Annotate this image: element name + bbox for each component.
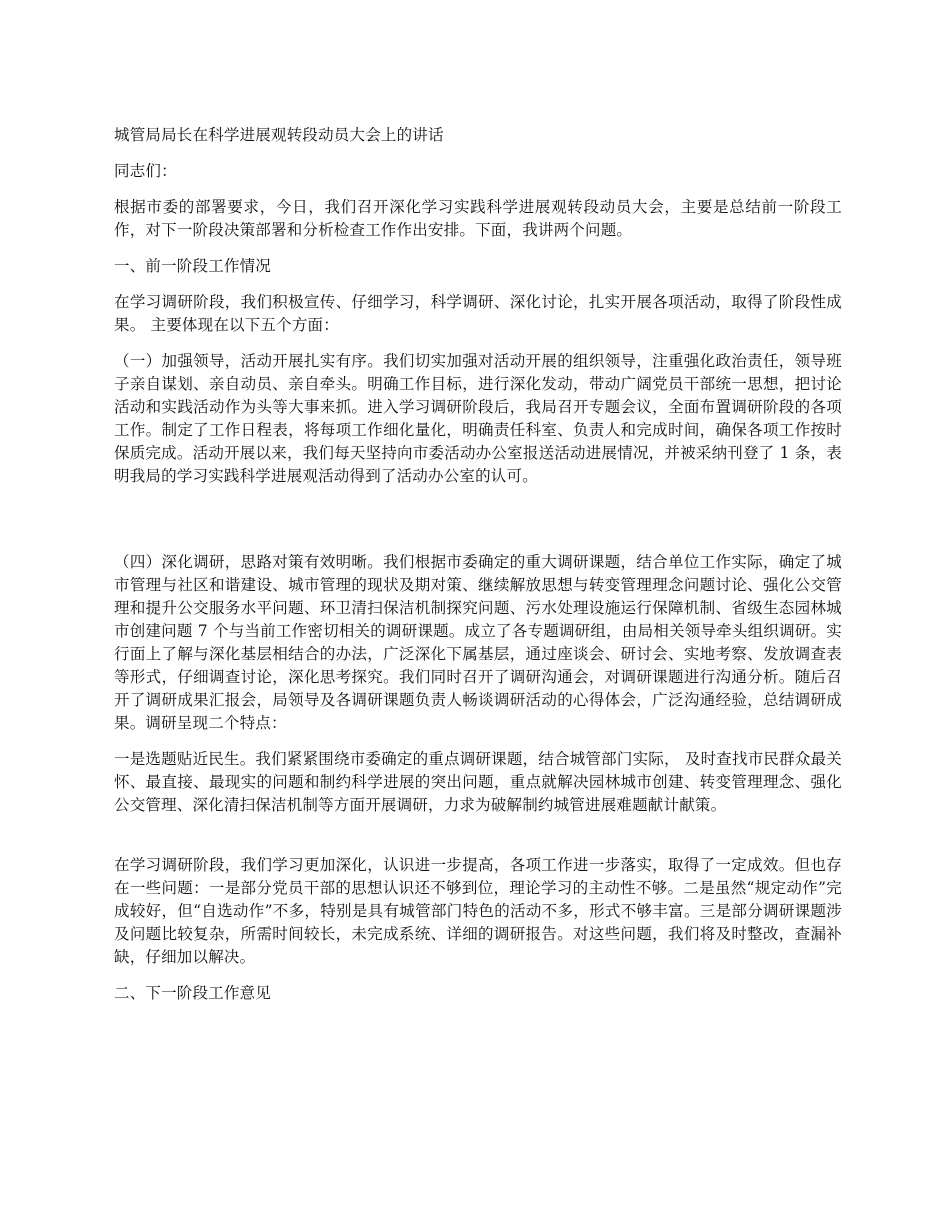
salutation: 同志们： — [114, 162, 177, 180]
point-1-paragraph: 一是选题贴近民生。我们紧紧围绕市委确定的重点调研课题，结合城管部门实际， 及时查找市民群众最关怀、最直接、最现实的问题和制约科学进展的突出问题，重点就解决园林城市创建、转变管理理念、强化公交管理、深化清扫保洁机制等方面开展调研，力求为破解制约城管进展难题献计献策。 — [114, 750, 842, 814]
intro-paragraph: 根据市委的部署要求，今日，我们召开深化学习实践科学进展观转段动员大会，主要是总结前一阶段工作，对下一阶段决策部署和分析检查工作作出安排。下面，我讲两个问题。 — [114, 198, 842, 239]
document-body — [114, 124, 842, 1018]
section-2-heading: 二、下一阶段工作意见 — [114, 984, 272, 1002]
blank-gap — [114, 830, 842, 854]
problems-paragraph: 在学习调研阶段，我们学习更加深化，认识进一步提高，各项工作进一步落实，取得了一定成效。但也存在一些问题：一是部分党员干部的思想认识还不够到位，理论学习的主动性不够。二是虽然“规定动作”完成较好，但“自选动作”不多，特别是具有城管部门特色的活动不多，形式不够丰富。三是部分调研课题涉及问题比较复杂，所需时间较长，未完成系统、详细的调研报告。对这些问题，我们将及时整改，查漏补缺，仔细加以解决。 — [114, 856, 842, 966]
item-1-paragraph: （一）加强领导，活动开展扎实有序。我们切实加强对活动开展的组织领导，注重强化政治责任，领导班子亲自谋划、亲自动员、亲自牵头。明确工作目标，进行深化发动，带动广阔党员干部统一思想，把讨论活动和实践活动作为头等大事来抓。进入学习调研阶段后，我局召开专题会议，全面布置调研阶段的各项工作。制定了工作日程表，将每项工作细化量化，明确责任科室、负责人和完成时间，确保各项工作按时保质完成。活动开展以来，我们每天坚持向市委活动办公室报送活动进展情况，并被采纳刊登了 1 条，表明我局的学习实践科学进展观活动得到了活动办公室的认可。 — [114, 352, 842, 485]
section-1-heading: 一、前一阶段工作情况 — [114, 257, 272, 275]
section-1-intro-paragraph: 在学习调研阶段，我们积极宣传、仔细学习，科学调研、深化讨论，扎实开展各项活动，取得了阶段性成果。 主要体现在以下五个方面： — [114, 293, 842, 334]
document-title: 城管局局长在科学进展观转段动员大会上的讲话 — [114, 126, 444, 144]
item-4-paragraph: （四）深化调研，思路对策有效明晰。我们根据市委确定的重大调研课题，结合单位工作实际，确定了城市管理与社区和谐建设、城市管理的现状及期对策、继续解放思想与转变管理理念问题讨论、强化公交管理和提升公交服务水平问题、环卫清扫保洁机制探究问题、污水处理设施运行保障机制、省级生态园林城市创建问题 7 个与当前工作密切相关的调研课题。成立了各专题调研组，由局相关领导牵头组织调研。实行面上了解与深化基层相结合的办法，广泛深化下属基层，通过座谈会、研讨会、实地考察、发放调查表等形式，仔细调查讨论，深化思考探究。我们同时召开了调研沟通会，对调研课题进行沟通分析。随后召开了调研成果汇报会，局领导及各调研课题负责人畅谈调研活动的心得体会，广泛沟通经验，总结调研成果。调研呈现二个特点： — [114, 553, 842, 732]
blank-gap — [114, 501, 842, 551]
